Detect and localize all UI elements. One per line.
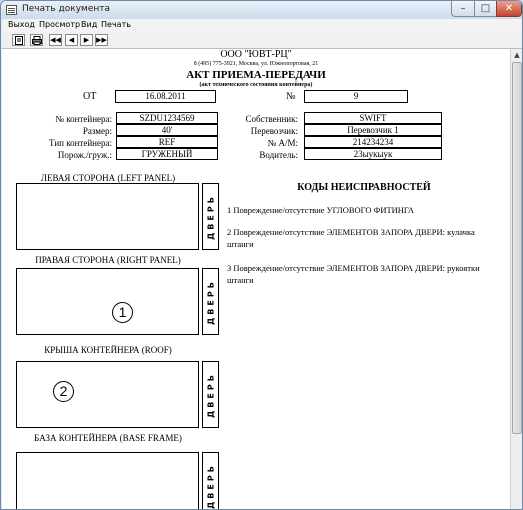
codes-title: КОДЫ НЕИСПРАВНОСТЕЙ [297, 182, 431, 193]
menu-bar [2, 19, 522, 32]
driver-label: Водитель: [259, 150, 298, 160]
printer-icon [32, 36, 42, 45]
base-frame-diagram [16, 452, 199, 510]
menu-view[interactable]: Просмотр [39, 20, 81, 29]
left-panel-title: ЛЕВАЯ СТОРОНА (LEFT PANEL) [40, 173, 176, 183]
size-value: 40' [116, 124, 218, 136]
first-page-icon: ◀◀ [50, 36, 61, 44]
left-panel-door: ДВЕРЬ [202, 183, 219, 250]
roof-door: ДВЕРЬ [202, 361, 219, 428]
minimize-button[interactable]: – [451, 1, 475, 17]
base-frame-door: ДВЕРЬ [202, 452, 219, 510]
container-number-label: № контейнера: [55, 114, 112, 124]
load-status-label: Порож./груж.: [57, 150, 112, 160]
container-number-value: SZDU1234569 [116, 112, 218, 124]
window-title: Печать документа [22, 4, 111, 14]
document-subtitle: (акт технического состояния контейнера) [199, 82, 313, 88]
next-page-icon: ▶ [83, 36, 90, 44]
load-status-value: ГРУЖЕНЫЙ [116, 148, 218, 160]
title-bar[interactable] [1, 1, 522, 19]
document-page [2, 49, 510, 510]
container-type-label: Тип контейнера: [49, 138, 112, 148]
vehicle-number-label: № А/М: [267, 138, 298, 148]
prev-page-icon: ◀ [68, 36, 75, 44]
last-page-button[interactable] [95, 34, 108, 46]
damage-marker: 1 [112, 302, 133, 323]
act-number: 9 [304, 90, 408, 103]
menu-print[interactable]: Печать [101, 20, 131, 29]
from-label: ОТ [83, 91, 97, 102]
owner-label: Собственник: [245, 114, 298, 124]
page-setup-button[interactable] [12, 34, 25, 46]
carrier-label: Перевозчик: [250, 126, 298, 136]
maximize-button[interactable]: □ [474, 1, 497, 17]
left-panel-diagram [16, 183, 199, 250]
scroll-up-icon[interactable]: ▲ [514, 51, 520, 59]
company-address: 8 (495) 775-3921, Москва, ул. Южнопортовая, 21 [193, 61, 319, 67]
menu-layout[interactable]: Вид [81, 20, 98, 29]
document-icon [6, 5, 17, 15]
container-type-value: REF [116, 136, 218, 148]
fault-code-2: 2 Повреждение/отсутствие ЭЛЕМЕНТОВ ЗАПОРА ДВЕРИ: кулачка штанги [227, 227, 475, 249]
prev-page-button[interactable] [65, 34, 78, 46]
fault-code-3: 3 Повреждение/отсутствие ЭЛЕМЕНТОВ ЗАПОРА ДВЕРИ: рукоятки штанги [227, 263, 480, 285]
roof-diagram [16, 361, 199, 428]
carrier-value: Перевозчик 1 [304, 124, 442, 136]
company-name: ООО "ЮВТ-РЦ" [220, 49, 292, 60]
damage-marker: 2 [53, 381, 74, 402]
driver-value: 23ыукыук [304, 148, 442, 160]
base-frame-title: БАЗА КОНТЕЙНЕРА (BASE FRAME) [34, 433, 182, 443]
number-label: № [286, 91, 296, 102]
next-page-button[interactable] [80, 34, 93, 46]
page-setup-icon [15, 36, 23, 45]
right-panel-diagram [16, 268, 199, 335]
roof-title: КРЫША КОНТЕЙНЕРА (ROOF) [44, 345, 172, 355]
first-page-button[interactable] [49, 34, 62, 46]
vertical-scrollbar[interactable] [510, 49, 522, 510]
right-panel-title: ПРАВАЯ СТОРОНА (RIGHT PANEL) [35, 255, 181, 265]
fault-code-1: 1 Повреждение/отсутствие УГЛОВОГО ФИТИНГА [227, 205, 415, 215]
act-date: 16.08.2011 [115, 90, 216, 103]
menu-exit[interactable]: Выход [8, 20, 35, 29]
toolbar [2, 32, 522, 49]
owner-value: SWIFT [304, 112, 442, 124]
document-title: АКТ ПРИЕМА-ПЕРЕДАЧИ [186, 69, 326, 81]
print-button[interactable] [30, 34, 43, 46]
close-button[interactable]: ✕ [496, 1, 522, 17]
vehicle-number-value: 214234234 [304, 136, 442, 148]
scroll-thumb[interactable] [512, 62, 522, 434]
size-label: Размер: [82, 126, 112, 136]
right-panel-door: ДВЕРЬ [202, 268, 219, 335]
last-page-icon: ▶▶ [96, 36, 107, 44]
